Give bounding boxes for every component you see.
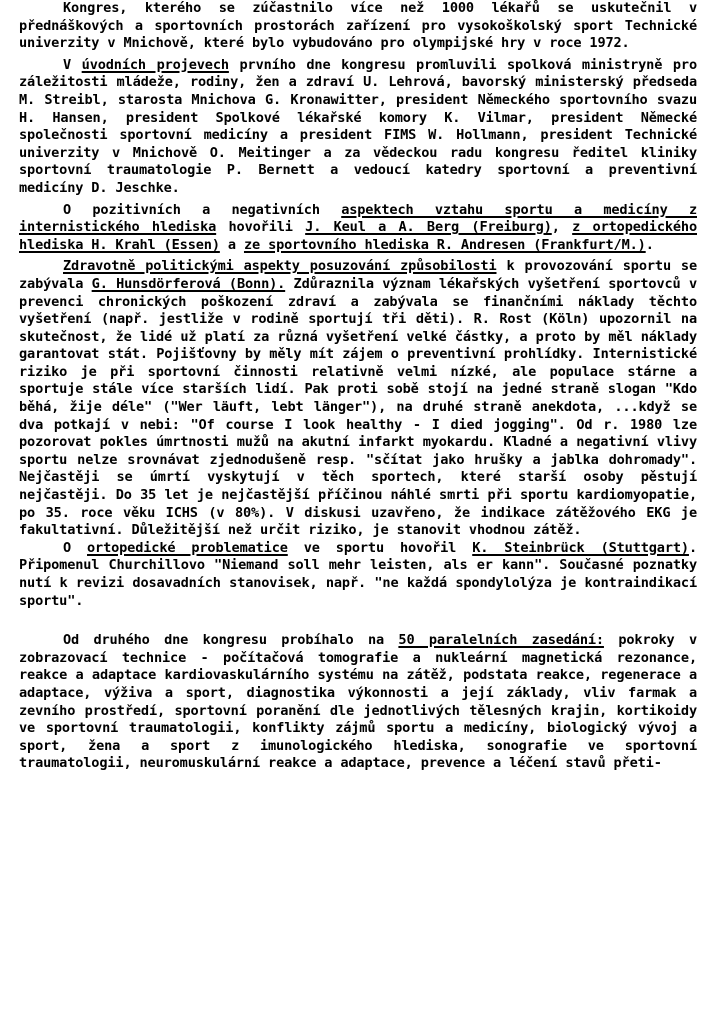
paragraph-text: Kongres, kterého se zúčastnilo více než 1000 lékařů se uskutečnil v přednáškových a sportovních prostorách zařízení pro vysokoškolský sport Technické univerzity v Mnichově, které bylo vybudováno pro olympijské hry v roce 1972. xyxy=(19,0,697,52)
text-segment: . Připomenul Churchillovo "Niemand soll mehr leisten, als er kann". Současné poznatky nutí k revizi dosavadních stanovisek, např. "ne každá spondylolýza je kontraindikací sportu". xyxy=(19,539,697,609)
text-segment: prvního dne kongresu promluvili spolková ministryně pro záležitosti mládeže, rodiny, žen a zdraví U. Lehrová, bavorský ministerský předseda M. Streibl, starosta Mnichova G. Kronawitter, president Německého sportovního svazu H. Hansen, president Spolkové lékařské komory K. Vilmar, president Německé společnosti sportovní medicíny a president FIMS W. Hollmann, president Technické univerzity v Mnichově O. Meitinger a za vědeckou radu kongresu ředitel kliniky sportovní traumatologie P. Bernett a vedoucí katedry sportovní a preventivní medicíny D. Jeschke. xyxy=(19,56,697,196)
document-page xyxy=(19,0,697,773)
underlined-phrase: 50 paralelních zasedání: xyxy=(398,632,604,649)
text-segment: , xyxy=(551,219,573,236)
underlined-phrase: Zdravotně politickými aspekty posuzování způsobilosti xyxy=(63,258,497,275)
underlined-phrase: ze sportovního hlediska R. Andresen (Frankfurt/M.) xyxy=(243,236,646,253)
text-segment: ve sportu hovořil xyxy=(287,539,473,556)
text-segment: V xyxy=(63,56,82,73)
underlined-phrase: úvodních projevech xyxy=(81,56,229,73)
paragraph-opening-speeches xyxy=(19,57,697,198)
text-segment: O pozitivních a negativních xyxy=(63,201,342,218)
underlined-phrase: ortopedické problematice xyxy=(87,539,288,556)
underlined-phrase: J. Keul a A. Berg (Freiburg) xyxy=(305,219,552,236)
text-segment: O xyxy=(63,539,88,556)
underlined-phrase: z ortopedického hlediska H. Krahl (Essen) xyxy=(19,219,697,253)
text-segment: k provozování sportu se zabývala xyxy=(19,258,697,292)
underlined-phrase: aspektech vztahu sportu a medicíny z internistického hlediska xyxy=(19,201,697,236)
paragraph-congress-intro xyxy=(19,0,697,53)
text-segment: pokroky v zobrazovací technice - počítačová tomografie a nukleární magnetická rezonance, reakce a adaptace kardiovaskulárního systému na zátěž, podstata reakce, regenerace a adaptace, výživa a sport, diagnostika výkonnosti a její základy, vliv farmak a zevního prostředí, sportovní poranění dle jednotlivých tělesných krajin, kortikoidy ve sportovní traumatologii, konflikty zájmů sportu a medicíny, biologický vývoj a sport, žena a sport z imunologického hlediska, sonografie ve sportovní traumatologii, neuromuskulární reakce a adaptace, prevence a léčení stavů přeti- xyxy=(19,632,698,772)
paragraph-sport-medicine-aspects xyxy=(19,202,697,255)
paragraph-orthopedics xyxy=(19,540,697,610)
text-segment: a xyxy=(219,236,244,253)
paragraph-parallel-sessions xyxy=(19,632,697,773)
text-segment: Od druhého dne kongresu probíhalo na xyxy=(63,632,399,649)
underlined-phrase: K. Steinbrück (Stuttgart) xyxy=(472,539,689,556)
text-segment: Zdůraznila význam lékařských vyšetření sportovců v prevenci chronických poškození zdraví a zabývala se finančními náklady těchto vyšetření (např. jestliže v rodině sportují tři děti). R. Rost (Köln) upozornil na skutečnost, že lidé už platí za různá vyšetření velké částky, a proto by měl náklady garantovat stát. Pojišťovny by měly mít zájem o preventivní prohlídky. Internistické riziko je při sportovní činnosti relativně velmi nízké, ale populace stárne a sportuje stále více starších lidí. Pak proti sobě stojí na jedné straně slogan "Kdo běhá, žije déle" ("Wer läuft, lebt länger"), na druhé straně anekdota, ...když se dva potkají v nebi: "Of course I look healthy - I died jogging". Od r. 1980 lze pozorovat pokles úmrtnosti mužů na akutní infarkt myokardu. Kladné a negativní vlivy sportu nelze srovnávat zjednodušeně resp. "sčítat jako hrušky a jablka dohromady". Nejčastěji se úmrtí vyskytují v těch sportech, které starší osoby pěstují nejčastěji. Do 35 let je nejčastější příčinou náhlé smrti při sportu kardiomyopatie, po 35. roce věku ICHS (v 80%). V diskusi uzavřeno, že indikace zátěžového EKG je fakultativní. Důležitější než určit riziko, je stanovit vhodnou zátěž. xyxy=(19,275,697,539)
text-segment: . xyxy=(645,236,654,253)
paragraph-health-policy xyxy=(19,258,697,540)
text-segment: hovořili xyxy=(216,219,306,236)
underlined-phrase: G. Hunsdörferová (Bonn). xyxy=(91,275,286,292)
